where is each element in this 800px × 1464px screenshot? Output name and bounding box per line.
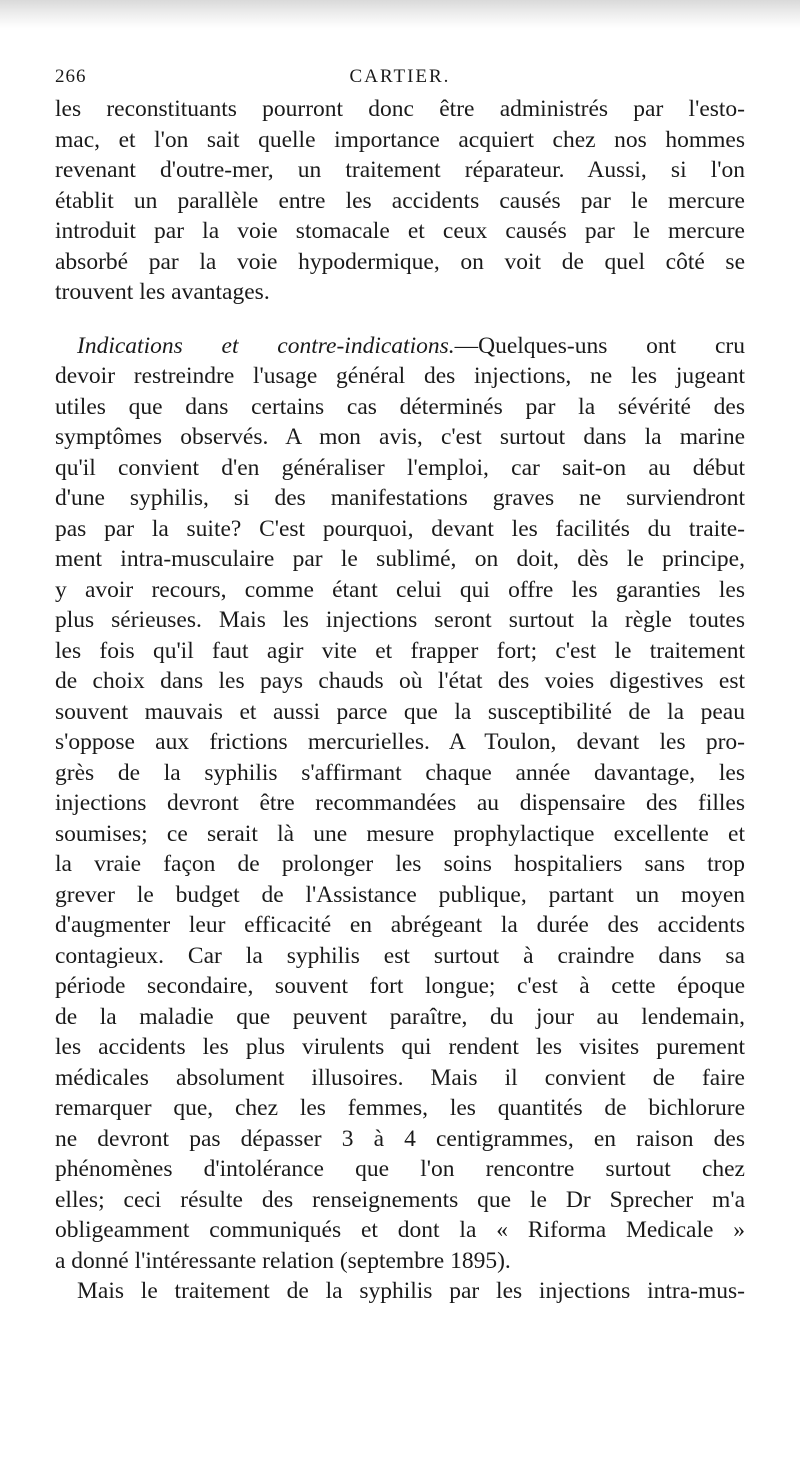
text-line: revenant d'outre-mer, un traitement réparateur. Aussi, si l'on [55,157,745,183]
text-line: absorbé par la voie hypodermique, on voit de quel côté se [55,248,745,275]
text-line: Mais le traitement de la syphilis par les injections intra-mus- [77,1278,745,1304]
text-line [55,331,745,362]
text-line: grever le budget de l'Assistance publique, partant un moyen [55,881,745,908]
text-line: de choix dans les pays chauds où l'état des voies digestives est [55,668,745,694]
text-line: utiles que dans certains cas déterminés par la sévérité des [55,393,745,420]
page-number: 266 [55,66,87,87]
text-line: période secondaire, souvent fort longue; c'est à cette époque [55,973,745,999]
text-line: y avoir recours, comme étant celui qui offre les garanties les [55,576,745,603]
page-header [55,66,745,90]
paragraph [55,1276,745,1307]
text-line: remarquer que, chez les femmes, les quantités de bichlorure [55,1095,745,1121]
text-line: d'une syphilis, si des manifestations graves ne surviendront [55,485,745,511]
text-line: elles; ceci résulte des renseignements que le Dr Sprecher m'a [55,1186,745,1213]
text-line: plus sérieuses. Mais les injections seront surtout la règle toutes [55,607,745,633]
text-line: trouvent les avantages. [55,279,270,305]
text-line: a donné l'intéressante relation (septembre 1895). [55,1247,511,1274]
paragraph [55,331,745,1277]
text-line: symptômes observés. A mon avis, c'est surtout dans la marine [55,424,745,450]
text-line: les accidents les plus virulents qui rendent les visites purement [55,1034,745,1060]
paragraph-gap [55,308,745,331]
text-line: les fois qu'il faut agir vite et frapper fort; c'est le traitement [55,637,745,664]
text-line: devoir restreindre l'usage général des injections, ne les jugeant [55,363,745,389]
scan-edge-shading [0,0,800,28]
text-run: —Quelques-uns ont cru [454,332,745,359]
text-line: introduit par la voie stomacale et ceux causés par le mercure [55,218,745,244]
text-line: ment intra-musculaire par le sublimé, on doit, dès le principe, [55,546,745,572]
text-line: souvent mauvais et aussi parce que la susceptibilité de la peau [55,698,745,725]
text-line: ne devront pas dépasser 3 à 4 centigrammes, en raison des [55,1125,745,1152]
running-head: CARTIER. [349,66,451,87]
text-line: soumises; ce serait là une mesure prophylactique excellente et [55,820,745,847]
text-line: d'augmenter leur efficacité en abrégeant la durée des accidents [55,912,745,938]
text-line: qu'il convient d'en généraliser l'emploi, car sait-on au début [55,454,745,481]
body-text [55,94,745,1307]
text-line: grès de la syphilis s'affirmant chaque année davantage, les [55,759,745,786]
text-line: obligeamment communiqués et dont la « Riforma Medicale » [55,1217,745,1243]
text-line: la vraie façon de prolonger les soins hospitaliers sans trop [55,851,745,877]
text-line: phénomènes d'intolérance que l'on rencontre surtout chez [55,1156,745,1182]
text-line: de la maladie que peuvent paraître, du jour au lendemain, [55,1003,745,1030]
section-heading: Indications et contre-indications. [77,332,455,359]
text-line: injections devront être recommandées au dispensaire des filles [55,790,745,816]
text-line: les reconstituants pourront donc être administrés par l'esto- [55,96,745,122]
text-line: établit un parallèle entre les accidents causés par le mercure [55,187,745,214]
text-line: mac, et l'on sait quelle importance acquiert chez nos hommes [55,126,745,153]
text-line: s'oppose aux frictions mercurielles. A Toulon, devant les pro- [55,729,745,755]
paragraph [55,94,745,308]
text-line: contagieux. Car la syphilis est surtout à craindre dans sa [55,942,745,969]
text-line: médicales absolument illusoires. Mais il convient de faire [55,1064,745,1091]
text-line: pas par la suite? C'est pourquoi, devant les facilités du traite- [55,515,745,542]
